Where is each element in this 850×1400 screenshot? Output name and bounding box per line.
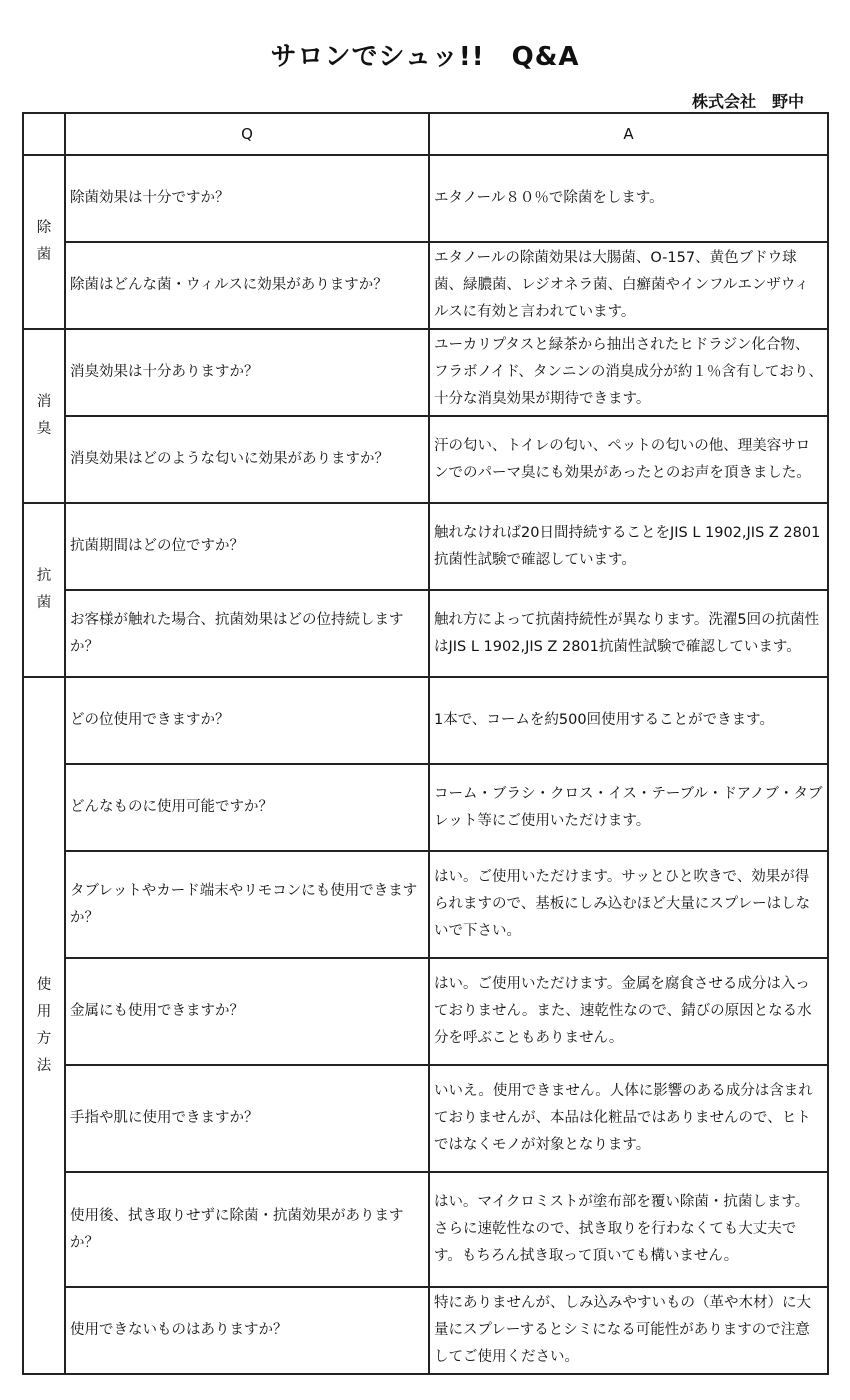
category-label: 使用方法 — [36, 976, 52, 1074]
header-answer: A — [429, 113, 828, 155]
question-cell: 使用できないものはありますか？ — [65, 1287, 429, 1374]
table-row — [23, 851, 828, 958]
category-label: 抗菌 — [36, 568, 52, 611]
table-row — [23, 677, 828, 764]
table-row — [23, 764, 828, 851]
table-row — [23, 503, 828, 590]
table-row — [23, 416, 828, 503]
company-name: 株式会社 野中 — [691, 92, 804, 111]
qa-table — [22, 112, 829, 1375]
answer-cell: 特にありませんが、しみ込みやすいもの（革や木材）に大量にスプレーするとシミになる可能性がありますので注意してご使用ください。 — [429, 1287, 828, 1374]
category-cell — [23, 677, 65, 1374]
category-label: 消臭 — [36, 394, 52, 437]
category-cell — [23, 503, 65, 677]
question-cell: どの位使用できますか？ — [65, 677, 429, 764]
question-cell: 除菌はどんな菌・ウィルスに効果がありますか？ — [65, 242, 429, 329]
category-cell — [23, 329, 65, 503]
table-row — [23, 329, 828, 416]
answer-cell: エタノール８０％で除菌をします。 — [429, 155, 828, 242]
question-cell: 消臭効果はどのような匂いに効果がありますか？ — [65, 416, 429, 503]
answer-cell: いいえ。使用できません。人体に影響のある成分は含まれておりませんが、本品は化粧品ではありませんので、ヒトではなくモノが対象となります。 — [429, 1065, 828, 1172]
category-label: 除菌 — [36, 220, 52, 263]
question-cell: 金属にも使用できますか？ — [65, 958, 429, 1065]
answer-cell: はい。マイクロミストが塗布部を覆い除菌・抗菌します。さらに速乾性なので、拭き取りを行わなくても大丈夫です。もちろん拭き取って頂いても構いません。 — [429, 1172, 828, 1287]
answer-cell: エタノールの除菌効果は大腸菌、O-157、黄色ブドウ球菌、緑膿菌、レジオネラ菌、白癬菌やインフルエンザウィルスに有効と言われています。 — [429, 242, 828, 329]
answer-cell: 汗の匂い、トイレの匂い、ペットの匂いの他、理美容サロンでのパーマ臭にも効果があったとのお声を頂きました。 — [429, 416, 828, 503]
question-cell: どんなものに使用可能ですか？ — [65, 764, 429, 851]
answer-cell: ユーカリプタスと緑茶から抽出されたヒドラジン化合物、フラボノイド、タンニンの消臭成分が約１％含有しており、十分な消臭効果が期待できます。 — [429, 329, 828, 416]
table-row — [23, 242, 828, 329]
answer-cell: はい。ご使用いただけます。サッとひと吹きで、効果が得られますので、基板にしみ込むほど大量にスプレーはしないで下さい。 — [429, 851, 828, 958]
header-category — [23, 113, 65, 155]
answer-cell: はい。ご使用いただけます。金属を腐食させる成分は入っておりません。また、速乾性なので、錆びの原因となる水分を呼ぶこともありません。 — [429, 958, 828, 1065]
table-row — [23, 155, 828, 242]
table-row — [23, 958, 828, 1065]
question-cell: 除菌効果は十分ですか？ — [65, 155, 429, 242]
question-cell: 消臭効果は十分ありますか？ — [65, 329, 429, 416]
answer-cell: 触れ方によって抗菌持続性が異なります。洗濯5回の抗菌性はJIS L 1902,JIS Z 2801抗菌性試験で確認しています。 — [429, 590, 828, 677]
table-row — [23, 1172, 828, 1287]
question-cell: 手指や肌に使用できますか？ — [65, 1065, 429, 1172]
answer-cell: 1本で、コームを約500回使用することができます。 — [429, 677, 828, 764]
question-cell: 抗菌期間はどの位ですか？ — [65, 503, 429, 590]
question-cell: タブレットやカード端末やリモコンにも使用できますか？ — [65, 851, 429, 958]
category-cell — [23, 155, 65, 329]
table-row — [23, 590, 828, 677]
question-cell: 使用後、拭き取りせずに除菌・抗菌効果がありますか？ — [65, 1172, 429, 1287]
table-header-row — [23, 113, 828, 155]
question-cell: お客様が触れた場合、抗菌効果はどの位持続しますか？ — [65, 590, 429, 677]
table-row — [23, 1065, 828, 1172]
table-row — [23, 1287, 828, 1374]
page-title: サロンでシュッ!! Q&A — [270, 42, 580, 72]
answer-cell: コーム・ブラシ・クロス・イス・テーブル・ドアノブ・タブレット等にご使用いただけます。 — [429, 764, 828, 851]
header-question: Q — [65, 113, 429, 155]
answer-cell: 触れなければ20日間持続することをJIS L 1902,JIS Z 2801抗菌性試験で確認しています。 — [429, 503, 828, 590]
